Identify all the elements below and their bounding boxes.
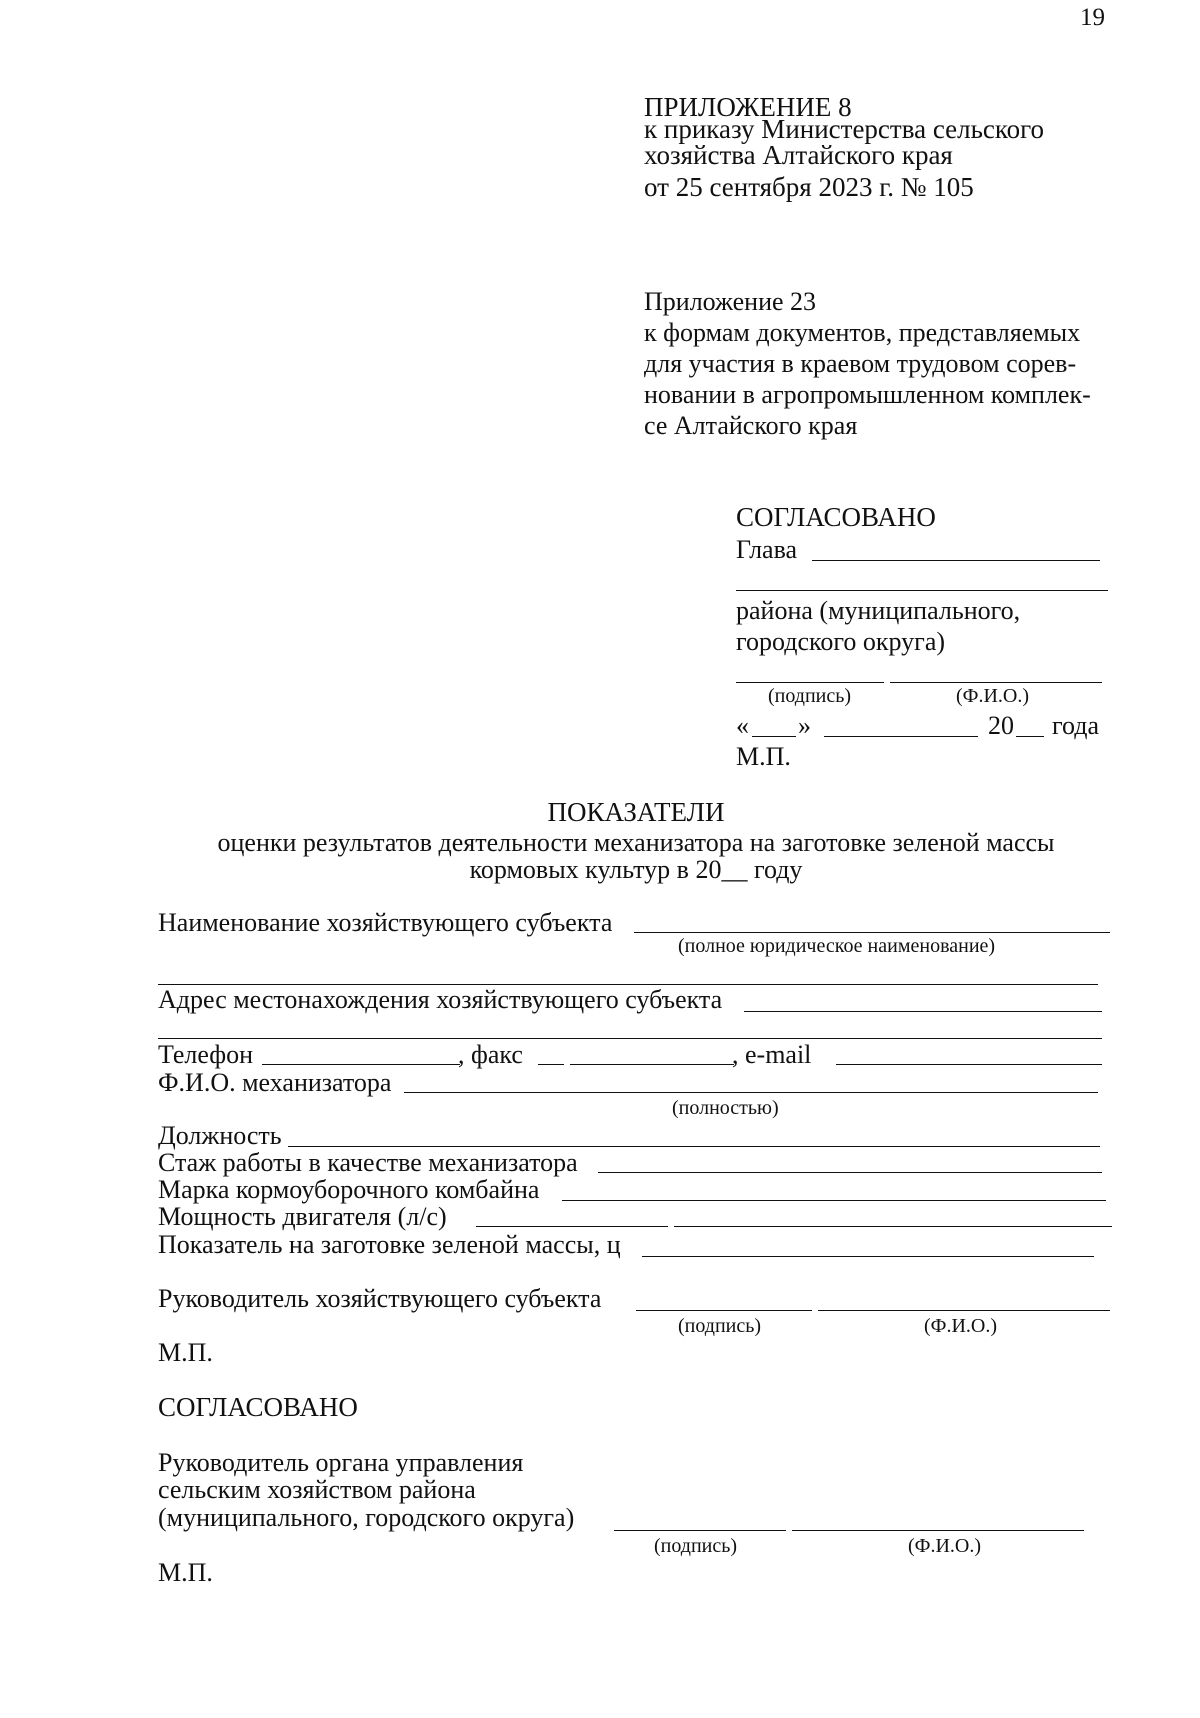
indicator-label: Показатель на заготовке зеленой массы, ц (158, 1230, 621, 1259)
appendix-23-title: Приложение 23 (644, 287, 817, 316)
approval-bottom-line-1: Руководитель органа управления (158, 1448, 524, 1477)
stamp-top: М.П. (736, 742, 791, 771)
email-field[interactable] (836, 1064, 1102, 1065)
engine-field-1[interactable] (476, 1226, 668, 1227)
operator-fio-caption: (полностью) (672, 1097, 779, 1119)
operator-fio-field[interactable] (404, 1092, 1098, 1093)
date-close-quote: » (798, 711, 811, 740)
phone-label: Телефон (158, 1040, 254, 1069)
harvester-field[interactable] (562, 1200, 1106, 1201)
address-field-2[interactable] (158, 1038, 1102, 1039)
address-label: Адрес местонахождения хозяйствующего субъекта (158, 985, 723, 1014)
date-year-line[interactable] (1016, 736, 1044, 737)
head-label: Глава (736, 535, 798, 564)
head-signature-line[interactable] (636, 1310, 812, 1311)
appendix-8-line-2: хозяйства Алтайского края (644, 140, 953, 170)
head-name-line[interactable] (812, 560, 1100, 561)
operator-fio-label: Ф.И.О. механизатора (158, 1068, 392, 1097)
entity-name-label: Наименование хозяйствующего субъекта (158, 908, 613, 937)
approval-bottom-signature-line[interactable] (614, 1530, 786, 1531)
document-title: ПОКАЗАТЕЛИ (547, 797, 725, 827)
entity-name-field[interactable] (634, 932, 1110, 933)
fax-code-field[interactable] (538, 1064, 564, 1065)
appendix-23-line-3: новании в агропромышленном комплек- (644, 380, 1091, 409)
appendix-8-line-1: к приказу Министерства сельского (644, 114, 1045, 144)
email-label: , e-mail (732, 1040, 812, 1069)
document-subtitle-2: кормовых культур в 20__ году (469, 855, 803, 884)
harvester-label: Марка кормоуборочного комбайна (158, 1175, 540, 1204)
date-year-prefix: 20 (988, 711, 1014, 740)
fax-label: , факс (458, 1040, 523, 1069)
date-month-line[interactable] (824, 736, 978, 737)
district-line-1: района (муниципального, (736, 596, 1021, 625)
appendix-8-line-3: от 25 сентября 2023 г. № 105 (644, 172, 974, 202)
position-label: Должность (158, 1121, 282, 1150)
approval-bottom-fio-line[interactable] (792, 1530, 1084, 1531)
district-line-2: городского округа) (736, 627, 946, 656)
approval-bottom-stamp: М.П. (158, 1558, 213, 1587)
signature-caption-top: (подпись) (768, 685, 852, 707)
appendix-23-line-4: се Алтайского края (644, 411, 858, 440)
approval-bottom-signature-caption: (подпись) (654, 1535, 738, 1557)
appendix-23-line-1: к формам документов, представляемых (644, 318, 1081, 347)
signature-line-top[interactable] (736, 682, 884, 683)
head-signature-label: Руководитель хозяйствующего субъекта (158, 1284, 602, 1313)
position-field[interactable] (288, 1146, 1100, 1147)
fio-line-top[interactable] (890, 682, 1102, 683)
date-year-suffix: года (1052, 711, 1100, 740)
appendix-8-title: ПРИЛОЖЕНИЕ 8 (644, 92, 852, 122)
district-name-line[interactable] (736, 590, 1108, 591)
experience-label: Стаж работы в качестве механизатора (158, 1148, 578, 1177)
appendix-23-line-2: для участия в краевом трудовом сорев- (644, 349, 1077, 378)
phone-field[interactable] (262, 1064, 460, 1065)
head-fio-caption: (Ф.И.О.) (924, 1315, 998, 1337)
experience-field[interactable] (598, 1172, 1102, 1173)
head-fio-line[interactable] (818, 1310, 1110, 1311)
engine-label: Мощность двигателя (л/с) (158, 1202, 447, 1231)
approval-bottom-line-2: сельским хозяйством района (158, 1475, 476, 1504)
page-number: 19 (1080, 4, 1105, 31)
head-stamp: М.П. (158, 1338, 213, 1367)
fio-caption-top: (Ф.И.О.) (956, 685, 1030, 707)
indicator-field[interactable] (642, 1256, 1094, 1257)
date-open-quote: « (736, 711, 749, 740)
fax-field[interactable] (570, 1064, 734, 1065)
approval-top-heading: СОГЛАСОВАНО (736, 502, 936, 532)
approval-bottom-line-3: (муниципального, городского округа) (158, 1503, 575, 1532)
document-subtitle-1: оценки результатов деятельности механизатора на заготовке зеленой массы (217, 828, 1055, 857)
date-day-line[interactable] (752, 736, 796, 737)
entity-name-caption: (полное юридическое наименование) (678, 935, 996, 957)
approval-bottom-heading: СОГЛАСОВАНО (158, 1392, 358, 1422)
head-signature-caption: (подпись) (678, 1315, 762, 1337)
engine-field-2[interactable] (674, 1226, 1112, 1227)
address-field[interactable] (744, 1011, 1102, 1012)
approval-bottom-fio-caption: (Ф.И.О.) (908, 1535, 982, 1557)
